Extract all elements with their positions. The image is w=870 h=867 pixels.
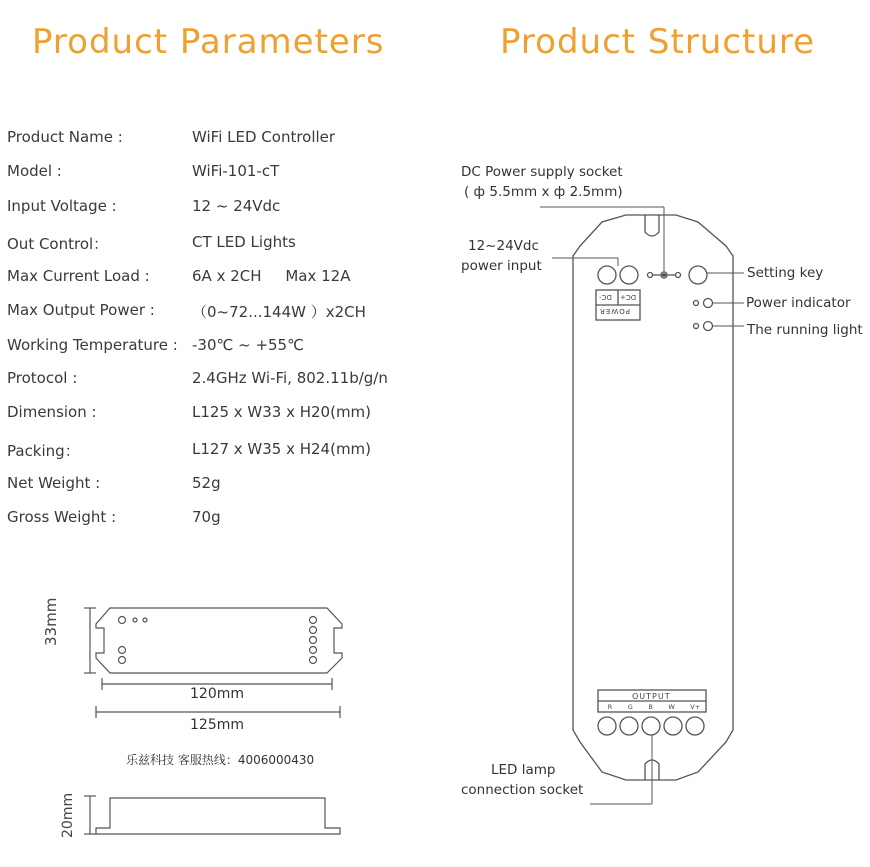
- hotline-text: 乐兹科技 客服热线：4006000430: [126, 753, 315, 767]
- param-label: Packing：: [7, 442, 80, 460]
- dc-socket-label-2: ( ф 5.5mm x ф 2.5mm): [464, 184, 623, 200]
- param-label: Net Weight :: [7, 474, 101, 492]
- param-value: （0~72...144W ）x2CH: [192, 303, 366, 321]
- param-label: Max Current Load :: [7, 267, 150, 285]
- inner-width-label: 120mm: [190, 686, 244, 702]
- setting-key-label: Setting key: [747, 265, 824, 281]
- side-view-drawing: [70, 790, 360, 840]
- param-label: Working Temperature :: [7, 336, 178, 354]
- parameters-title: Product Parameters: [32, 22, 385, 62]
- led-socket-label-2: connection socket: [461, 782, 584, 798]
- param-label: Max Output Power :: [7, 301, 155, 319]
- param-value: WiFi LED Controller: [192, 128, 336, 146]
- power-input-label-1: 12~24Vdc: [468, 238, 539, 254]
- height-side-label: 20mm: [60, 792, 76, 838]
- param-value: 6A x 2CH Max 12A: [192, 267, 351, 285]
- outer-width-label: 125mm: [190, 717, 244, 733]
- param-label: Out Control：: [7, 235, 109, 253]
- height-top-label: 33mm: [42, 597, 60, 646]
- param-label: Input Voltage :: [7, 197, 117, 215]
- param-value: L125 x W33 x H20(mm): [192, 403, 372, 421]
- output-pins: [600, 703, 708, 711]
- param-label: Product Name :: [7, 128, 123, 146]
- param-value: 12 ~ 24Vdc: [192, 197, 281, 215]
- power-box-label: POWER: [599, 307, 630, 315]
- pin-label: B: [648, 703, 653, 711]
- pin-label: W: [668, 703, 675, 711]
- dc-plus-label: DC+: [620, 293, 637, 301]
- param-value: WiFi-101-cT: [192, 162, 280, 180]
- param-value: CT LED Lights: [192, 233, 296, 251]
- output-label: OUTPUT: [632, 692, 671, 701]
- param-label: Protocol :: [7, 369, 78, 387]
- dc-socket-label-1: DC Power supply socket: [461, 164, 623, 180]
- pin-label: R: [607, 703, 613, 711]
- power-indicator-label: Power indicator: [746, 295, 851, 311]
- top-view-drawing: [70, 598, 360, 728]
- pin-label: V+: [690, 703, 701, 711]
- structure-title: Product Structure: [500, 22, 816, 62]
- param-label: Gross Weight :: [7, 508, 117, 526]
- param-label: Model :: [7, 162, 62, 180]
- param-value: 52g: [192, 474, 221, 492]
- running-light-label: The running light: [747, 322, 863, 338]
- dc-minus-label: DC-: [599, 293, 612, 301]
- param-value: -30℃ ~ +55℃: [192, 336, 304, 354]
- param-value: L127 x W35 x H24(mm): [192, 440, 372, 458]
- power-input-label-2: power input: [461, 258, 542, 274]
- param-label: Dimension :: [7, 403, 97, 421]
- led-socket-label-1: LED lamp: [491, 762, 556, 778]
- pin-label: G: [627, 703, 633, 711]
- param-value: 70g: [192, 508, 221, 526]
- param-value: 2.4GHz Wi-Fi, 802.11b/g/n: [192, 369, 388, 387]
